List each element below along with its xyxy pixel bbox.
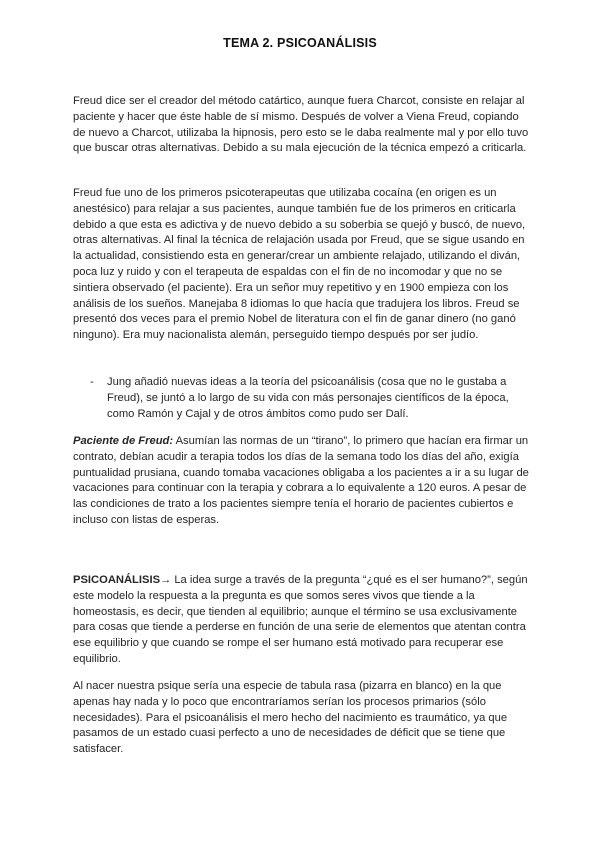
psicoanalisis-label: PSICOANÁLISIS xyxy=(73,574,161,586)
bullet-item-jung xyxy=(90,375,530,422)
paragraph-cocaina: Freud fue uno de los primeros psicoterapeutas que utilizaba cocaína (en origen es un anestésico) para relajar a sus pacientes, aunque también fue de los primeros en criticarla debido a que esta es adictiva y de nuevo debido a su soberbia se quejó y buscó, de nuevo, otras alternativas. Al final la técnica de relajación usada por Freud, que se sigue usando en la actualidad, consistiendo esta en generar/crear un ambiente relajado, utilizando el diván, poca luz y ruido y con el terapeuta de espaldas con el fin de no incomodar y que no se sintiera observado (el paciente). Era un señor muy repetitivo y en 1900 empieza con los análisis de los sueños. Manejaba 8 idiomas lo que hacía que tradujera los libros. Freud se presentó dos veces para el premio Nobel de literatura con el fin de ganar dinero (no ganó ninguno). Era muy nacionalista alemán, perseguido tiempo después por ser judío. xyxy=(73,187,526,342)
paragraph-tabula-rasa: Al nacer nuestra psique sería una especie de tabula rasa (pizarra en blanco) en la que apenas hay nada y lo poco que encontraríamos serían los procesos primarios (sólo necesidades). Para el psicoanálisis el mero hecho del nacimiento es traumático, ya que pasamos de un estado cuasi perfecto a uno de necesidades de déficit que se tiene que satisfacer. xyxy=(73,680,508,756)
page-title: TEMA 2. PSICOANÁLISIS xyxy=(223,36,377,50)
paragraph-paciente-de-freud xyxy=(73,434,531,529)
psicoanalisis-text: → La idea surge a través de la pregunta “¿qué es el ser humano?”, según este modelo la respuesta a la pregunta es que somos seres vivos que tiende a la homeostasis, es decir, que tienden al equilibrio; aunque el término se usa exclusivamente para cosas que tiende a perderse en función de una serie de elementos que atentan contra ese equilibrio y que cuando se rompe el ser humano está motivado para recuperar ese equilibrio. xyxy=(73,574,528,665)
paciente-label: Paciente de Freud: xyxy=(73,435,174,447)
paragraph-metodo-catartico: Freud dice ser el creador del método catártico, aunque fuera Charcot, consiste en relajar al paciente y hacer que éste hable de sí mismo. Después de volver a Viena Freud, copiando de nuevo a Charcot, utilizaba la hipnosis, pero esto se le daba realmente mal y por ello tuvo que buscar otras alternativas. Debido a su mala ejecución de la técnica empezó a criticarla. xyxy=(73,95,529,155)
paragraph-psicoanalisis xyxy=(73,573,531,668)
paciente-text: Asumían las normas de un “tirano”, lo primero que hacían era firmar un contrato, debían acudir a terapia todos los días de la semana todo los días del año, exigía puntualidad prusiana, cuando tomaba vacaciones obligaba a los pacientes a ir a su lugar de vacaciones para continuar con la terapia y cobrara a lo equivalente a 120 euros. A pesar de las condiciones de trato a los pacientes siempre tenía el horario de pacientes cubiertos e incluso con listas de esperas. xyxy=(73,435,529,526)
bullet-dash: - xyxy=(90,376,94,388)
bullet-text: Jung añadió nuevas ideas a la teoría del psicoanálisis (cosa que no le gustaba a Freud), se juntó a lo largo de su vida con más personajes científicos de la época, como Ramón y Cajal y de otros ámbitos como pudo ser Dalí. xyxy=(107,376,509,420)
